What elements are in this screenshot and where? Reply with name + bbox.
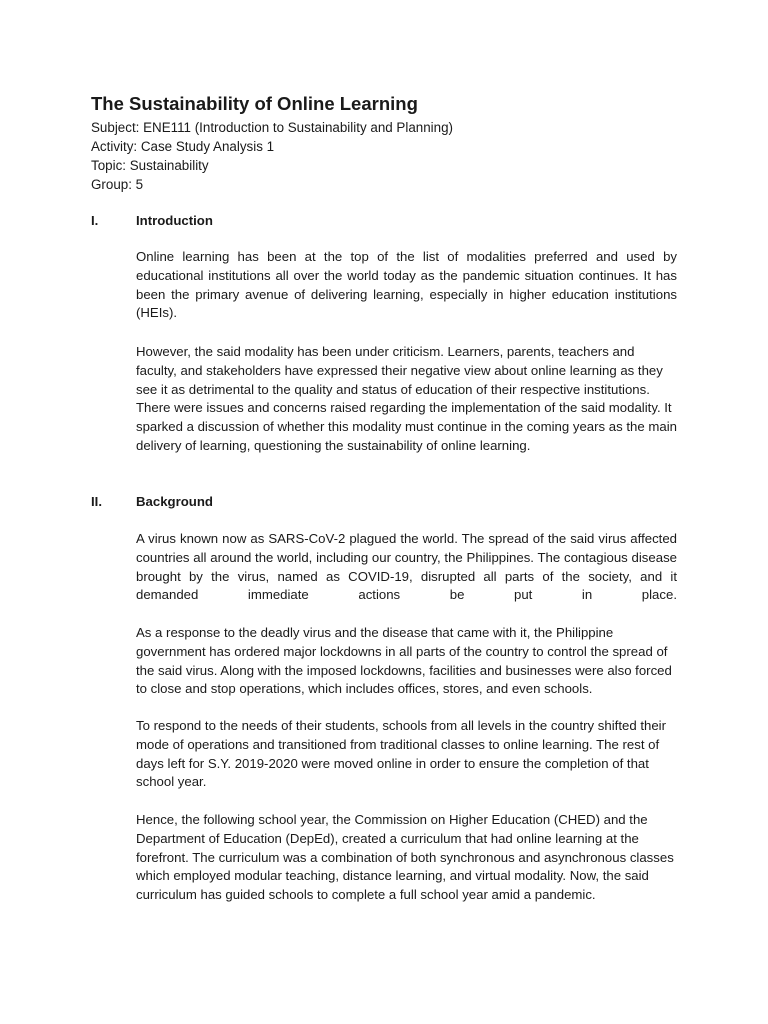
section-number: II. (91, 494, 102, 509)
paragraph (136, 717, 677, 792)
paragraph-text: However, the said modality has been under criticism. Learners, parents, teachers and faculty, and stakeholders have expressed their negative view about online learning as they see it as detrimental to the quality and status of education of their respective institutions. There were issues and concerns raised regarding the implementation of the said modality. It sparked a discussion of whether this modality must continue in the coming years as the main delivery of learning, questioning the sustainability of online learning. (136, 344, 677, 453)
meta-subject: Subject: ENE111 (Introduction to Sustainability and Planning) (91, 120, 454, 135)
document-title: The Sustainability of Online Learning (91, 93, 418, 114)
section-number: I. (91, 213, 99, 228)
paragraph (136, 343, 677, 456)
paragraph-text: As a response to the deadly virus and the disease that came with it, the Philippine government has ordered major lockdowns in all parts of the country to control the spread of the said virus. Along with the imposed lockdowns, facilities and businesses were also forced to close and stop operations, which includes offices, stores, and even schools. (136, 625, 672, 697)
paragraph (136, 248, 677, 323)
paragraph (136, 811, 677, 905)
paragraph-text: Hence, the following school year, the Commission on Higher Education (CHED) and the Department of Education (DepEd), created a curriculum that had online learning at the forefront. The curriculum was a combination of both synchronous and asynchronous classes which employed modular teaching, distance learning, and virtual modality. Now, the said curriculum has guided schools to complete a full school year amid a pandemic. (136, 812, 674, 903)
section-title: Introduction (136, 213, 213, 228)
meta-group: Group: 5 (91, 177, 144, 192)
meta-activity: Activity: Case Study Analysis 1 (91, 139, 275, 154)
paragraph (136, 530, 677, 605)
paragraph-text: To respond to the needs of their students, schools from all levels in the country shifted their mode of operations and transitioned from traditional classes to online learning. The rest of days left for S.Y. 2019-2020 were moved online in order to ensure the completion of that school year. (136, 718, 666, 790)
paragraph (136, 624, 677, 699)
section-title: Background (136, 494, 213, 509)
paragraph-text: Online learning has been at the top of the list of modalities preferred and used by educational institutions all over the world today as the pandemic situation continues. It has been the primary avenue of delivering learning, especially in higher education institutions (HEIs). (136, 249, 677, 321)
document-meta (91, 118, 453, 194)
paragraph-text: A virus known now as SARS-CoV-2 plagued the world. The spread of the said virus affected countries all around the world, including our country, the Philippines. The contagious disease brought by the virus, named as COVID-19, disrupted all parts of the society, and it demanded immediate actions be put in place. (136, 531, 677, 603)
meta-topic: Topic: Sustainability (91, 158, 209, 173)
